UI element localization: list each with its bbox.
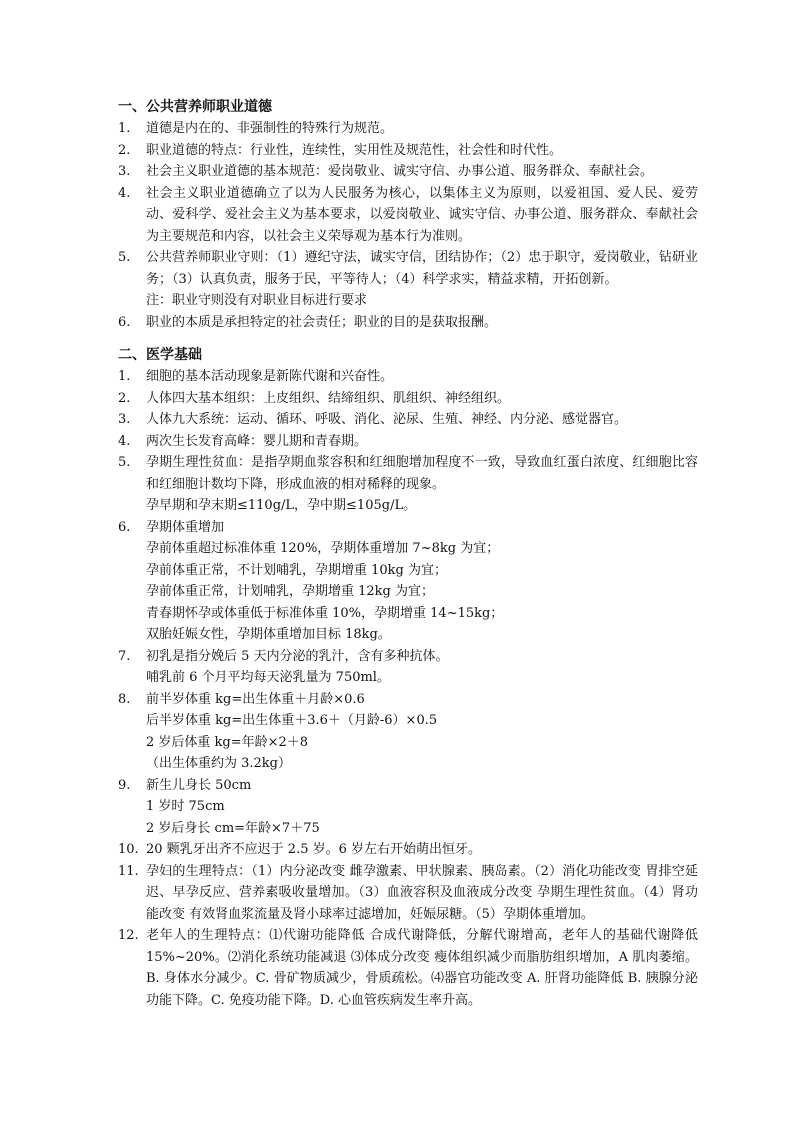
item-number: 4. <box>118 185 131 201</box>
item-subline: 注：职业守则没有对职业目标进行要求 <box>146 293 368 308</box>
list-item <box>118 517 698 646</box>
item-subline: 哺乳前 6 个月平均每天泌乳量为 750ml。 <box>146 670 390 685</box>
item-text: 20 颗乳牙出齐不应迟于 2.5 岁。6 岁左右开始萌出恒牙。 <box>146 842 482 857</box>
list-item <box>118 646 698 689</box>
item-subline: 1 岁时 75cm <box>146 799 225 814</box>
list-item <box>118 839 698 861</box>
list-item <box>118 161 698 183</box>
item-subline: 孕前体重超过标准体重 120%，孕期体重增加 7~8kg 为宜； <box>146 541 500 556</box>
item-subline: 后半岁体重 kg=出生体重＋3.6＋（月龄-6）×0.5 <box>146 713 438 728</box>
item-text: 人体九大系统：运动、循环、呼吸、消化、泌尿、生殖、神经、内分泌、感觉器官。 <box>146 412 628 427</box>
item-text: 职业道德的特点：行业性，连续性，实用性及规范性，社会性和时代性。 <box>146 142 563 158</box>
item-number: 1. <box>118 121 131 136</box>
item-subline: 孕早期和孕末期≤110g/L，孕中期≤105g/L。 <box>146 498 417 513</box>
item-text: 道德是内在的、非强制性的特殊行为规范。 <box>146 121 394 136</box>
item-number: 6. <box>118 314 131 330</box>
item-number: 3. <box>118 164 131 179</box>
item-number: 7. <box>118 648 131 664</box>
item-text: 细胞的基本活动现象是新陈代谢和兴奋性。 <box>146 369 394 384</box>
medical-list <box>118 366 698 1011</box>
list-item <box>118 118 698 140</box>
item-subline: 2 岁后身长 cm=年龄×7＋75 <box>146 820 320 836</box>
list-item <box>118 452 698 517</box>
item-subline: 孕前体重正常，不计划哺乳，孕期增重 10kg 为宜； <box>146 562 448 578</box>
list-item <box>118 183 698 248</box>
section-heading: 一、公共营养师职业道德 <box>118 99 272 115</box>
section-professional-ethics <box>118 96 698 333</box>
item-text: 孕期生理性贫血：是指孕期血浆容积和红细胞增加程度不一致，导致血红蛋白浓度、红细胞比容和红细胞计数均下降，形成血液的相对稀释的现象。 <box>146 455 698 492</box>
item-text: 社会主义职业道德确立了以为人民服务为核心，以集体主义为原则，以爱祖国、爱人民、爱劳动、爱科学、爱社会主义为基本要求，以爱岗敬业、诚实守信、办事公道、服务群众、奉献社会为主要规范和内容，以社会主义荣辱观为基本行为准则。 <box>146 185 698 244</box>
item-number: 12. <box>118 928 139 943</box>
list-item <box>118 775 698 840</box>
item-number: 1. <box>118 369 131 384</box>
item-number: 3. <box>118 412 131 427</box>
ethics-list <box>118 118 698 333</box>
item-number: 6. <box>118 519 131 535</box>
item-text: 职业的本质是承担特定的社会责任；职业的目的是获取报酬。 <box>146 314 498 330</box>
item-subline: 2 岁后体重 kg=年龄×2＋8 <box>146 734 309 750</box>
item-subline: 双胎妊娠女性，孕期体重增加目标 18kg。 <box>146 627 391 642</box>
section-heading: 二、医学基础 <box>118 347 202 363</box>
item-number: 11. <box>118 863 139 879</box>
list-item <box>118 247 698 312</box>
item-text: 人体四大基本组织：上皮组织、结缔组织、肌组织、神经组织。 <box>146 390 511 406</box>
item-number: 2. <box>118 142 131 158</box>
item-subline: 孕前体重正常，计划哺乳，孕期增重 12kg 为宜； <box>146 584 435 599</box>
item-text: 老年人的生理特点：⑴代谢功能降低 合成代谢降低，分解代谢增高，老年人的基础代谢降低 15%~20%。⑵消化系统功能减退 ⑶体成分改变 瘦体组织减少而脂肪组织增加，A 肌肉萎缩。B. 身体水分减少。C. 骨矿物质减少，骨质疏松。⑷器官功能改变 A. 肝肾功能降低 B. 胰腺分泌功能下降。C. 免疫功能下降。D. 心血管疾病发生率升高。 <box>146 928 698 1008</box>
list-item <box>118 689 698 775</box>
list-item <box>118 388 698 410</box>
item-text: 前半岁体重 kg=出生体重＋月龄×0.6 <box>146 691 365 707</box>
item-number: 4. <box>118 433 131 449</box>
list-item <box>118 431 698 453</box>
item-text: 公共营养师职业守则：（1）遵纪守法，诚实守信，团结协作；（2）忠于职守，爱岗敬业，钻研业务；（3）认真负责，服务于民，平等待人；（4）科学求实，精益求精，开拓创新。 <box>146 250 698 287</box>
item-text: 新生儿身长 50cm <box>146 777 252 793</box>
item-number: 10. <box>118 842 139 857</box>
section-medical-basics <box>118 344 698 1011</box>
list-item <box>118 861 698 926</box>
item-number: 5. <box>118 250 131 265</box>
item-number: 5. <box>118 455 131 470</box>
item-text: 社会主义职业道德的基本规范：爱岗敬业、诚实守信、办事公道、服务群众、奉献社会。 <box>146 164 654 179</box>
item-number: 9. <box>118 777 131 793</box>
list-item <box>118 366 698 388</box>
item-text: 孕期体重增加 <box>146 519 225 535</box>
list-item <box>118 312 698 334</box>
item-text: 两次生长发育高峰：婴儿期和青春期。 <box>146 433 368 449</box>
list-item <box>118 140 698 162</box>
item-text: 孕妇的生理特点：（1）内分泌改变 雌孕激素、甲状腺素、胰岛素。（2）消化功能改变 胃排空延迟、早孕反应、营养素吸收量增加。（3）血液容积及血液成分改变 孕期生理性贫血。（4）肾功能改变 有效肾血浆流量及肾小球率过滤增加，妊娠尿糖。（5）孕期体重增加。 <box>146 863 698 922</box>
item-number: 8. <box>118 691 131 707</box>
item-text: 初乳是指分娩后 5 天内分泌的乳汁，含有多种抗体。 <box>146 648 449 664</box>
item-number: 2. <box>118 390 131 406</box>
list-item <box>118 409 698 431</box>
list-item <box>118 925 698 1011</box>
item-subline: 青春期怀孕或体重低于标准体重 10%，孕期增重 14~15kg； <box>146 605 504 621</box>
item-subline: （出生体重约为 3.2kg） <box>146 756 292 771</box>
